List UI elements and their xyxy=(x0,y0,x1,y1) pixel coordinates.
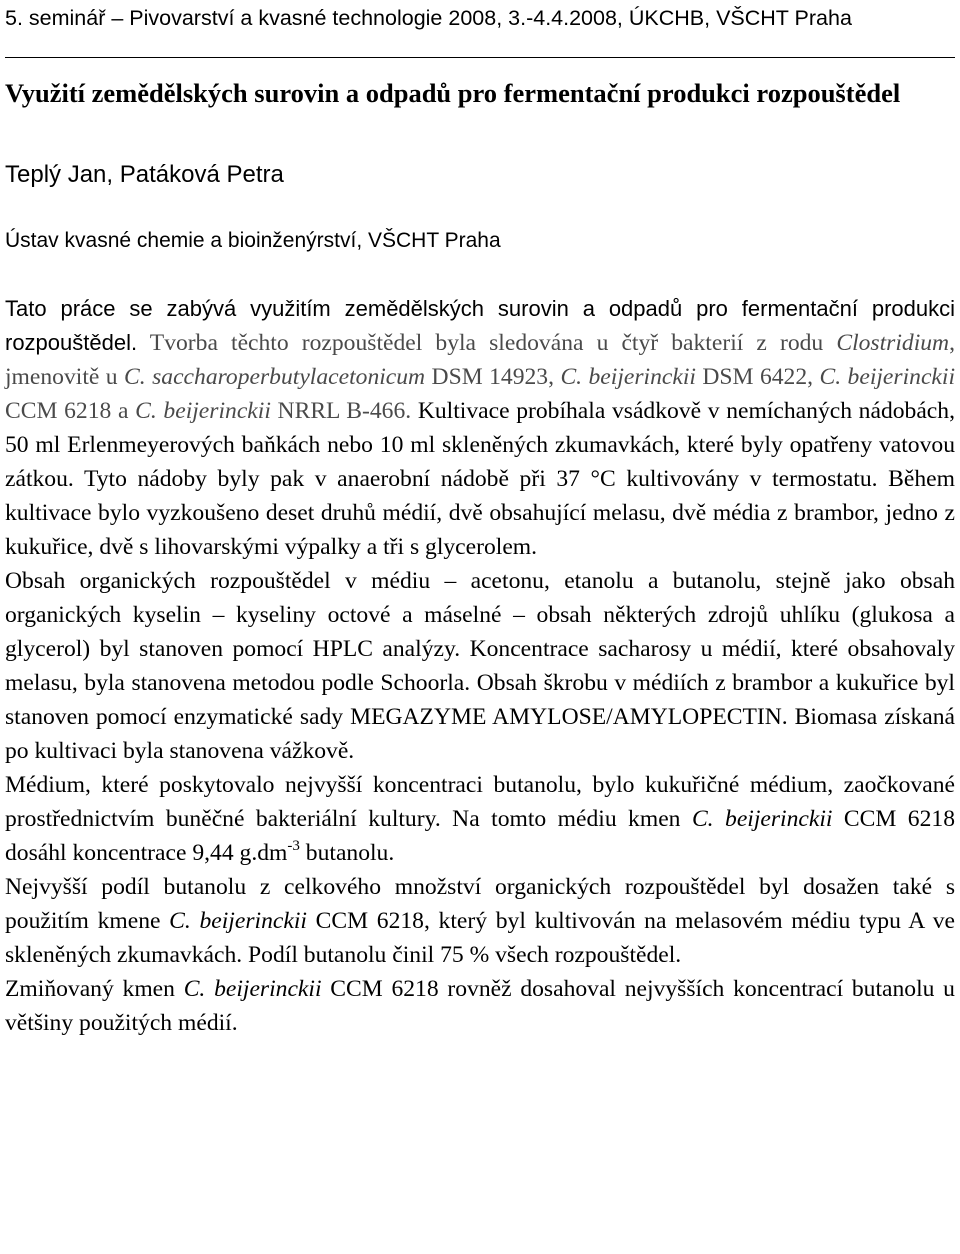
text-span: Zmiňovaný kmen xyxy=(5,976,184,1002)
article-title: Využití zemědělských surovin a odpadů pro fermentační produkci rozpouštědel xyxy=(5,78,901,108)
text-span: Kultivace probíhala vsádkově v nemíchaných nádobách, 50 ml Erlenmeyerových baňkách nebo 10 ml skleněných zkumavkách, které byly opatřeny vatovou zátkou. Tyto nádoby byly pak v anaerobní nádobě při 37 °C kultivovány v termostatu. Během kultivace bylo vyzkoušeno deset druhů médií, dvě obsahující melasu, dvě média z brambor, jedno z kukuřice, dvě s lihovarskými výpalky a tři s glycerolem. xyxy=(5,398,955,560)
text-span: NRRL B-466. xyxy=(270,398,412,424)
species-name: C. beijerinckii xyxy=(819,364,955,390)
text-span: Tvorba těchto rozpouštědel byla sledována u čtyř bakterií z rodu xyxy=(149,330,837,356)
species-name: C. beijerinckii xyxy=(560,364,696,390)
exponent: -3 xyxy=(287,838,300,854)
text-span: CCM 6218 dosáhl koncentrace 9,44 g.dm xyxy=(5,806,955,866)
lead-sentence: Tato práce se zabývá využitím zemědělských surovin a odpadů pro fermentační produkci rozpouštědel. xyxy=(5,296,955,355)
abstract-body xyxy=(5,292,955,1040)
paragraph-analysis: Obsah organických rozpouštědel v médiu – acetonu, etanolu a butanolu, stejně jako obsah organických kyselin – kyseliny octové a máselné – obsah některých zdrojů uhlíku (glukosa a glycerol) byl stanoven pomocí HPLC analýzy. Koncentrace sacharosy u médií, které obsahovaly melasu, byla stanovena metodou podle Schoorla. Obsah škrobu v médiích z brambor a kukuřice byl stanoven pomocí enzymatické sady MEGAZYME AMYLOSE/AMYLOPECTIN. Biomasa získaná po kultivaci byla stanovena vážkově. xyxy=(5,568,955,764)
text-span: CCM 6218 rovněž dosahoval nejvyšších koncentrací butanolu u většiny použitých médií. xyxy=(5,976,955,1036)
species-name: C. beijerinckii xyxy=(183,976,322,1002)
species-name: C. beijerinckii xyxy=(169,908,307,934)
text-span: butanolu. xyxy=(299,840,395,866)
species-name: C. beijerinckii xyxy=(135,398,271,424)
text-span: Médium, které poskytovalo nejvyšší koncentraci butanolu, bylo kukuřičné médium, zaočkované prostřednictvím buněčné bakteriální kultury. Na tomto médiu kmen xyxy=(5,772,955,832)
paragraph-conclusion xyxy=(5,972,955,1040)
text-span: , jmenovitě u xyxy=(5,330,955,390)
document-page xyxy=(5,0,955,1040)
species-name: C. saccharoperbutylacetonicum xyxy=(124,364,426,390)
species-name: C. beijerinckii xyxy=(691,806,833,832)
article-authors: Teplý Jan, Patáková Petra xyxy=(5,161,284,188)
paragraph-results-ratio xyxy=(5,870,955,972)
genus-name: Clostridium xyxy=(836,330,950,356)
paragraph-results-medium xyxy=(5,768,955,870)
text-span: CCM 6218, který byl kultivován na melasovém médiu typu A ve skleněných zkumavkách. Podíl butanolu činil 75 % všech rozpouštědel. xyxy=(5,908,955,968)
text-span: DSM 14923, xyxy=(425,364,561,390)
article-affiliation: Ústav kvasné chemie a bioinženýrství, VŠCHT Praha xyxy=(5,229,501,252)
running-header: 5. seminář – Pivovarství a kvasné technologie 2008, 3.-4.4.2008, ÚKCHB, VŠCHT Praha xyxy=(5,6,852,30)
header-divider xyxy=(5,57,955,58)
text-span: CCM 6218 a xyxy=(5,398,136,424)
text-span: DSM 6422, xyxy=(695,364,820,390)
text-span: Nejvyšší podíl butanolu z celkového množství organických rozpouštědel byl dosažen také s použitím kmene xyxy=(5,874,955,934)
paragraph-methods xyxy=(5,292,955,564)
